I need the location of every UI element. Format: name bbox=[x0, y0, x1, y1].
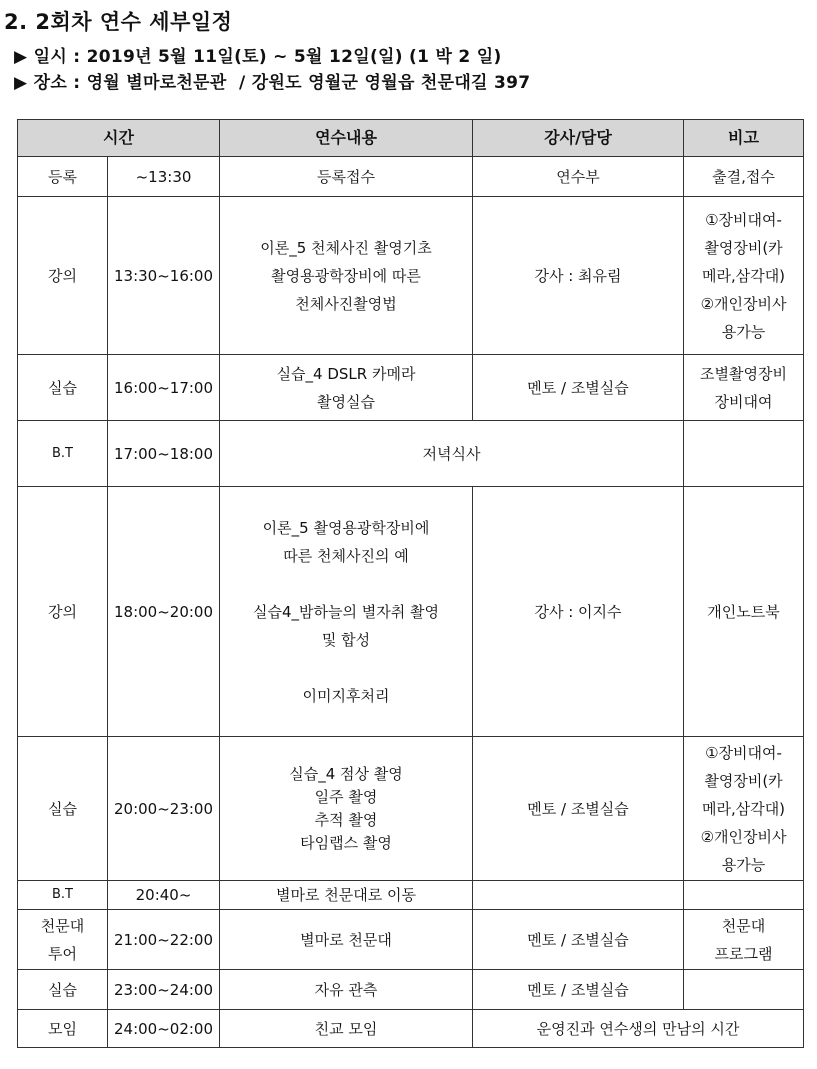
table-row bbox=[18, 1010, 804, 1048]
row-time: ~13:30 bbox=[108, 157, 220, 197]
row-time: 18:00~20:00 bbox=[108, 487, 220, 737]
row-type: 실습 bbox=[18, 355, 108, 421]
row-time: 23:00~24:00 bbox=[108, 970, 220, 1010]
row-time: 24:00~02:00 bbox=[108, 1010, 220, 1048]
row-lecturer: 멘토 / 조별실습 bbox=[473, 737, 684, 881]
row-time: 20:40~ bbox=[108, 881, 220, 910]
table-row bbox=[18, 355, 804, 421]
schedule-location-line: ▶ 장소 : 영월 별마로천문관 / 강원도 영월군 영월읍 천문대길 397 bbox=[14, 73, 531, 93]
header-lecturer: 강사/담당 bbox=[473, 120, 684, 157]
row-note: ①장비대여- 촬영장비(카 메라,삼각대) ②개인장비사 용가능 bbox=[684, 197, 804, 355]
row-content: 등록접수 bbox=[220, 157, 473, 197]
header-time: 시간 bbox=[18, 120, 220, 157]
row-content: 이론_5 촬영용광학장비에 따른 천체사진의 예 실습4_밤하늘의 별자취 촬영 및 합성 이미지후처리 bbox=[220, 487, 473, 737]
row-note: ①장비대여- 촬영장비(카 메라,삼각대) ②개인장비사 용가능 bbox=[684, 737, 804, 881]
row-lecturer: 연수부 bbox=[473, 157, 684, 197]
row-content: 친교 모임 bbox=[220, 1010, 473, 1048]
row-type: 강의 bbox=[18, 197, 108, 355]
page-title: 2. 2회차 연수 세부일정 bbox=[4, 10, 233, 34]
row-type: 천문대 투어 bbox=[18, 910, 108, 970]
row-lecturer: 강사 : 최유림 bbox=[473, 197, 684, 355]
row-time: 17:00~18:00 bbox=[108, 421, 220, 487]
row-note bbox=[684, 421, 804, 487]
schedule-date-line: ▶ 일시 : 2019년 5월 11일(토) ~ 5월 12일(일) (1 박 2 일) bbox=[14, 47, 502, 67]
row-note: 조별촬영장비 장비대여 bbox=[684, 355, 804, 421]
header-note: 비고 bbox=[684, 120, 804, 157]
row-note: 개인노트북 bbox=[684, 487, 804, 737]
row-note: 출결,접수 bbox=[684, 157, 804, 197]
row-type: B.T bbox=[18, 881, 108, 910]
row-time: 13:30~16:00 bbox=[108, 197, 220, 355]
row-type: B.T bbox=[18, 421, 108, 487]
row-note bbox=[684, 881, 804, 910]
row-content: 저녁식사 bbox=[220, 421, 684, 487]
table-row bbox=[18, 487, 804, 737]
row-content: 실습_4 점상 촬영 일주 촬영 추적 촬영 타임랩스 촬영 bbox=[220, 737, 473, 881]
table-row bbox=[18, 197, 804, 355]
row-content: 별마로 천문대로 이동 bbox=[220, 881, 473, 910]
row-note: 천문대 프로그램 bbox=[684, 910, 804, 970]
row-content: 별마로 천문대 bbox=[220, 910, 473, 970]
table-row bbox=[18, 421, 804, 487]
table-row bbox=[18, 157, 804, 197]
row-time: 16:00~17:00 bbox=[108, 355, 220, 421]
row-merged-note: 운영진과 연수생의 만남의 시간 bbox=[473, 1010, 804, 1048]
row-type: 강의 bbox=[18, 487, 108, 737]
table-row bbox=[18, 910, 804, 970]
row-content: 자유 관측 bbox=[220, 970, 473, 1010]
row-time: 20:00~23:00 bbox=[108, 737, 220, 881]
row-type: 모임 bbox=[18, 1010, 108, 1048]
row-content: 실습_4 DSLR 카메라 촬영실습 bbox=[220, 355, 473, 421]
schedule-table bbox=[17, 119, 804, 1048]
row-content: 이론_5 천체사진 촬영기초 촬영용광학장비에 따른 천체사진촬영법 bbox=[220, 197, 473, 355]
row-lecturer: 멘토 / 조별실습 bbox=[473, 910, 684, 970]
header-content: 연수내용 bbox=[220, 120, 473, 157]
row-time: 21:00~22:00 bbox=[108, 910, 220, 970]
row-type: 등록 bbox=[18, 157, 108, 197]
table-row bbox=[18, 737, 804, 881]
row-note bbox=[684, 970, 804, 1010]
row-lecturer: 멘토 / 조별실습 bbox=[473, 970, 684, 1010]
row-type: 실습 bbox=[18, 737, 108, 881]
table-row bbox=[18, 970, 804, 1010]
row-type: 실습 bbox=[18, 970, 108, 1010]
table-row bbox=[18, 881, 804, 910]
row-lecturer: 강사 : 이지수 bbox=[473, 487, 684, 737]
row-lecturer: 멘토 / 조별실습 bbox=[473, 355, 684, 421]
table-header-row bbox=[18, 120, 804, 157]
row-lecturer bbox=[473, 881, 684, 910]
